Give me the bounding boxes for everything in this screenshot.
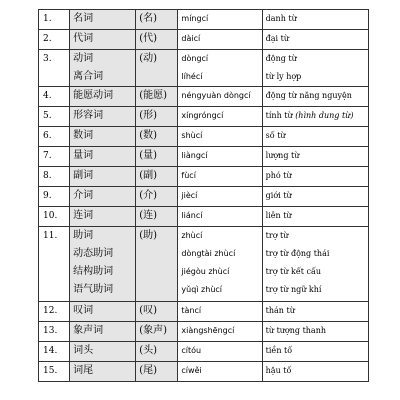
vietnamese-term [262, 10, 368, 30]
table-row [39, 127, 369, 147]
abbreviation [136, 322, 178, 342]
abbreviation-text: (助) [139, 230, 158, 241]
chinese-term [70, 187, 136, 207]
abbreviation-text: (量) [139, 150, 158, 161]
table-row [39, 362, 369, 382]
chinese-term-text: 词尾 [73, 365, 94, 376]
pinyin [178, 167, 262, 187]
chinese-term [70, 167, 136, 187]
chinese-term [70, 10, 136, 30]
table-row [39, 227, 369, 302]
chinese-term-text: 词头 [73, 345, 94, 356]
chinese-term [70, 322, 136, 342]
chinese-term-text: 动态助词 [73, 248, 114, 259]
row-number-text: 12. [43, 306, 58, 316]
pinyin [178, 302, 262, 322]
vietnamese-term-text: đại từ [265, 34, 290, 43]
table-row [39, 50, 369, 87]
vietnamese-term-text: động từ năng nguyện [265, 91, 352, 100]
chinese-term [70, 227, 136, 302]
pinyin [178, 50, 262, 87]
chinese-term-text: 形容词 [73, 110, 104, 121]
vietnamese-term-text: trợ từ kết cấu [265, 267, 322, 276]
vietnamese-term [262, 342, 368, 362]
chinese-term-text: 能愿动词 [73, 90, 114, 101]
vietnamese-term-text: động từ [265, 54, 297, 63]
table-row [39, 107, 369, 127]
chinese-term [70, 127, 136, 147]
chinese-term [70, 50, 136, 87]
vietnamese-term-text: từ ly hợp [265, 72, 302, 81]
vietnamese-term [262, 302, 368, 322]
vietnamese-term [262, 187, 368, 207]
vn-extra-text: (hình dung từ) [295, 111, 354, 120]
pinyin-text: yǔqì zhùcí [181, 285, 223, 294]
row-number-text: 9. [43, 191, 52, 201]
vietnamese-term [262, 362, 368, 382]
chinese-term-text: 介词 [73, 190, 94, 201]
abbreviation-text: (副) [139, 170, 158, 181]
abbreviation [136, 127, 178, 147]
row-number-text: 2. [43, 34, 52, 44]
pinyin-text: cíwěi [181, 366, 202, 375]
row-number-text: 1. [43, 14, 52, 24]
vietnamese-term-text: trợ từ ngữ khí [265, 285, 322, 294]
chinese-term [70, 107, 136, 127]
pinyin [178, 107, 262, 127]
vietnamese-term [262, 147, 368, 167]
pinyin-text: liáncí [181, 211, 203, 220]
row-number [39, 187, 70, 207]
table-row [39, 10, 369, 30]
chinese-term-text: 结构助词 [73, 266, 114, 277]
chinese-term-text: 语气助词 [73, 284, 114, 295]
chinese-term [70, 207, 136, 227]
abbreviation-text: (介) [139, 190, 158, 201]
abbreviation [136, 362, 178, 382]
chinese-term-text: 动词 [73, 53, 94, 64]
vietnamese-term [262, 227, 368, 302]
row-number [39, 167, 70, 187]
vietnamese-term [262, 207, 368, 227]
chinese-term-text: 连词 [73, 210, 94, 221]
vietnamese-term-text: lượng từ [265, 151, 300, 160]
pinyin-text: tàncí [181, 306, 202, 315]
row-number-text: 7. [43, 151, 52, 161]
row-number [39, 87, 70, 107]
chinese-term-text: 副词 [73, 170, 94, 181]
vietnamese-term-text: trợ từ [265, 231, 289, 240]
vietnamese-term-text: tính từ (hình dung từ) [265, 111, 354, 120]
abbreviation [136, 50, 178, 87]
vietnamese-term [262, 167, 368, 187]
row-number-text: 13. [43, 326, 58, 336]
chinese-term-text: 象声词 [73, 325, 104, 336]
vietnamese-term [262, 127, 368, 147]
abbreviation [136, 30, 178, 50]
pinyin [178, 187, 262, 207]
pinyin-text: jiècí [181, 191, 198, 200]
abbreviation-text: (动) [139, 53, 158, 64]
vietnamese-term [262, 87, 368, 107]
vietnamese-term-text: từ tượng thanh [265, 326, 327, 335]
row-number [39, 147, 70, 167]
vietnamese-term [262, 107, 368, 127]
abbreviation-text: (数) [139, 130, 158, 141]
row-number [39, 342, 70, 362]
pinyin-text: xíngróngcí [181, 111, 224, 120]
chinese-term-text: 量词 [73, 150, 94, 161]
pinyin-text: jiégòu zhùcí [181, 267, 230, 276]
vietnamese-term [262, 322, 368, 342]
vietnamese-term [262, 50, 368, 87]
table-row [39, 167, 369, 187]
abbreviation-text: (名) [139, 13, 158, 24]
pinyin [178, 342, 262, 362]
vietnamese-term-text: giới từ [265, 191, 292, 200]
row-number [39, 10, 70, 30]
vietnamese-term-text: tiền tố [265, 346, 293, 355]
row-number-text: 14. [43, 346, 58, 356]
pinyin-text: cítóu [181, 346, 202, 355]
pinyin [178, 147, 262, 167]
pinyin [178, 10, 262, 30]
chinese-term [70, 30, 136, 50]
abbreviation-text: (能愿) [139, 90, 168, 101]
vietnamese-term [262, 30, 368, 50]
pinyin-text: liàngcí [181, 151, 208, 160]
table-row [39, 147, 369, 167]
table-row [39, 322, 369, 342]
pinyin-text: shùcí [181, 131, 203, 140]
row-number-text: 4. [43, 91, 52, 101]
pinyin-text: zhùcí [181, 231, 203, 240]
row-number [39, 107, 70, 127]
chinese-term-text: 助词 [73, 230, 94, 241]
row-number [39, 302, 70, 322]
pinyin-text: míngcí [181, 14, 209, 23]
chinese-term [70, 147, 136, 167]
abbreviation [136, 10, 178, 30]
chinese-term [70, 87, 136, 107]
chinese-term-text: 代词 [73, 33, 94, 44]
chinese-term-text: 数词 [73, 130, 94, 141]
abbreviation-text: (叹) [139, 305, 158, 316]
chinese-term [70, 362, 136, 382]
word-class-table [38, 9, 369, 382]
vietnamese-term-text: danh từ [265, 14, 297, 23]
row-number [39, 50, 70, 87]
vietnamese-term-text: liên từ [265, 211, 292, 220]
vietnamese-term-text: hậu tố [265, 366, 292, 375]
pinyin [178, 362, 262, 382]
vietnamese-term-text: thán từ [265, 306, 295, 315]
abbreviation [136, 207, 178, 227]
pinyin [178, 207, 262, 227]
chinese-term [70, 342, 136, 362]
table-row [39, 87, 369, 107]
abbreviation-text: (象声) [139, 325, 168, 336]
pinyin-text: dòngcí [181, 54, 209, 63]
abbreviation-text: (代) [139, 33, 158, 44]
row-number [39, 207, 70, 227]
row-number-text: 5. [43, 111, 52, 121]
chinese-term-text: 离合词 [73, 71, 104, 82]
row-number-text: 11. [43, 231, 58, 241]
table-body [39, 10, 369, 382]
abbreviation [136, 147, 178, 167]
row-number-text: 10. [43, 211, 58, 221]
pinyin-text: xiàngshēngcí [181, 326, 235, 335]
table-row [39, 207, 369, 227]
pinyin [178, 322, 262, 342]
table-row [39, 342, 369, 362]
vietnamese-term-text: trợ từ động thái [265, 249, 330, 258]
vietnamese-term-text: phó từ [265, 171, 292, 180]
row-number [39, 127, 70, 147]
abbreviation [136, 227, 178, 302]
row-number [39, 322, 70, 342]
pinyin-text: líhécí [181, 72, 203, 81]
abbreviation [136, 302, 178, 322]
abbreviation [136, 342, 178, 362]
abbreviation-text: (尾) [139, 365, 158, 376]
abbreviation-text: (头) [139, 345, 158, 356]
row-number [39, 227, 70, 302]
pinyin-text: fùcí [181, 171, 196, 180]
pinyin-text: néngyuàn dòngcí [181, 91, 251, 100]
row-number [39, 362, 70, 382]
chinese-term-text: 叹词 [73, 305, 94, 316]
abbreviation [136, 87, 178, 107]
table-row [39, 302, 369, 322]
pinyin [178, 30, 262, 50]
row-number-text: 6. [43, 131, 52, 141]
abbreviation [136, 107, 178, 127]
abbreviation-text: (形) [139, 110, 158, 121]
pinyin-text: dàicí [181, 34, 201, 43]
table-row [39, 30, 369, 50]
row-number-text: 8. [43, 171, 52, 181]
row-number-text: 15. [43, 366, 58, 376]
chinese-term [70, 302, 136, 322]
pinyin [178, 127, 262, 147]
row-number [39, 30, 70, 50]
abbreviation-text: (连) [139, 210, 158, 221]
pinyin-text: dòngtài zhùcí [181, 249, 236, 258]
pinyin [178, 87, 262, 107]
abbreviation [136, 167, 178, 187]
pinyin [178, 227, 262, 302]
vietnamese-term-text: số từ [265, 131, 286, 140]
abbreviation [136, 187, 178, 207]
row-number-text: 3. [43, 54, 52, 64]
chinese-term-text: 名词 [73, 13, 94, 24]
table-row [39, 187, 369, 207]
